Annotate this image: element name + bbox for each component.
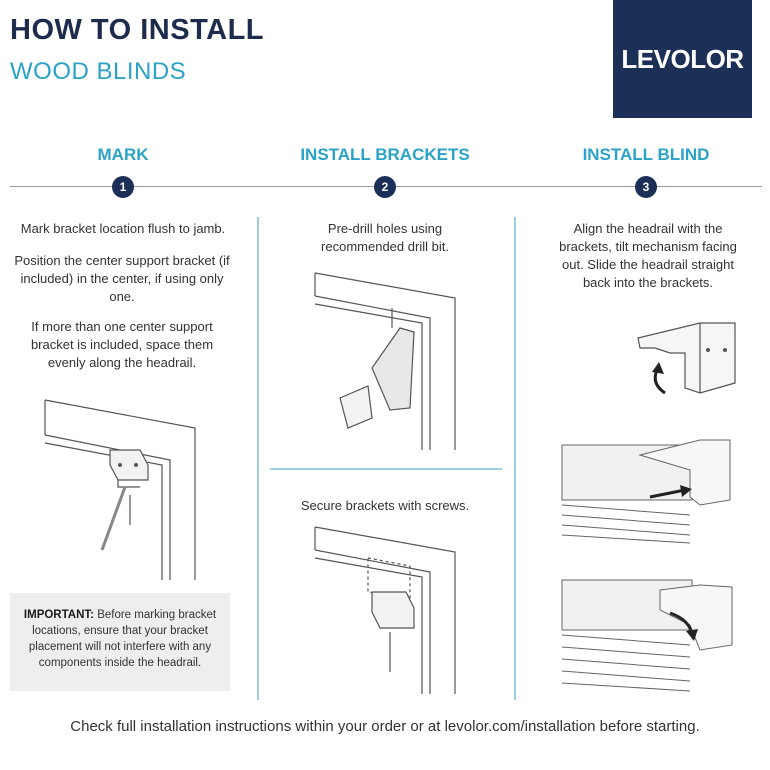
levolor-logo: LEVOLOR <box>613 0 752 118</box>
headrail-slide-illustration <box>560 435 740 545</box>
page-subtitle: WOOD BLINDS <box>10 58 187 85</box>
step-1-text-3: If more than one center support bracket is included, space them evenly along the headrail. <box>30 319 214 370</box>
screw-bracket-illustration <box>310 522 460 697</box>
bracket-tilt-illustration <box>630 318 745 398</box>
step-1-title: MARK <box>97 145 149 164</box>
column-divider <box>257 217 259 700</box>
step-1-text-2: Position the center support bracket (if included) in the center, if using only one. <box>14 253 230 304</box>
important-label: IMPORTANT: <box>23 609 94 621</box>
important-note <box>10 593 230 691</box>
drill-illustration <box>310 268 460 453</box>
mark-bracket-illustration <box>40 395 210 590</box>
step-2-number: 2 <box>374 176 396 198</box>
column-divider <box>514 217 516 700</box>
headrail-lock-illustration <box>560 575 740 695</box>
row-divider <box>270 468 502 470</box>
important-text: Before marking bracket locations, ensure that your bracket placement will not interfere with any components inside the headrail. <box>28 609 217 669</box>
step-3-number: 3 <box>635 176 657 198</box>
step-2-text-b: Secure brackets with screws. <box>300 498 470 513</box>
step-1-number: 1 <box>112 176 134 198</box>
footer-note: Check full installation instructions within your order or at levolor.com/installation before starting. <box>70 718 700 735</box>
page-title: HOW TO INSTALL <box>10 14 265 46</box>
step-3-text: Align the headrail with the brackets, tilt mechanism facing out. Slide the headrail straight back into the brackets. <box>559 221 737 290</box>
step-1-text-1: Mark bracket location flush to jamb. <box>20 221 226 236</box>
step-3-title: INSTALL BLIND <box>582 145 710 164</box>
step-2-title: INSTALL BRACKETS <box>300 145 470 164</box>
step-2-text-a: Pre-drill holes using recommended drill bit. <box>321 221 449 254</box>
